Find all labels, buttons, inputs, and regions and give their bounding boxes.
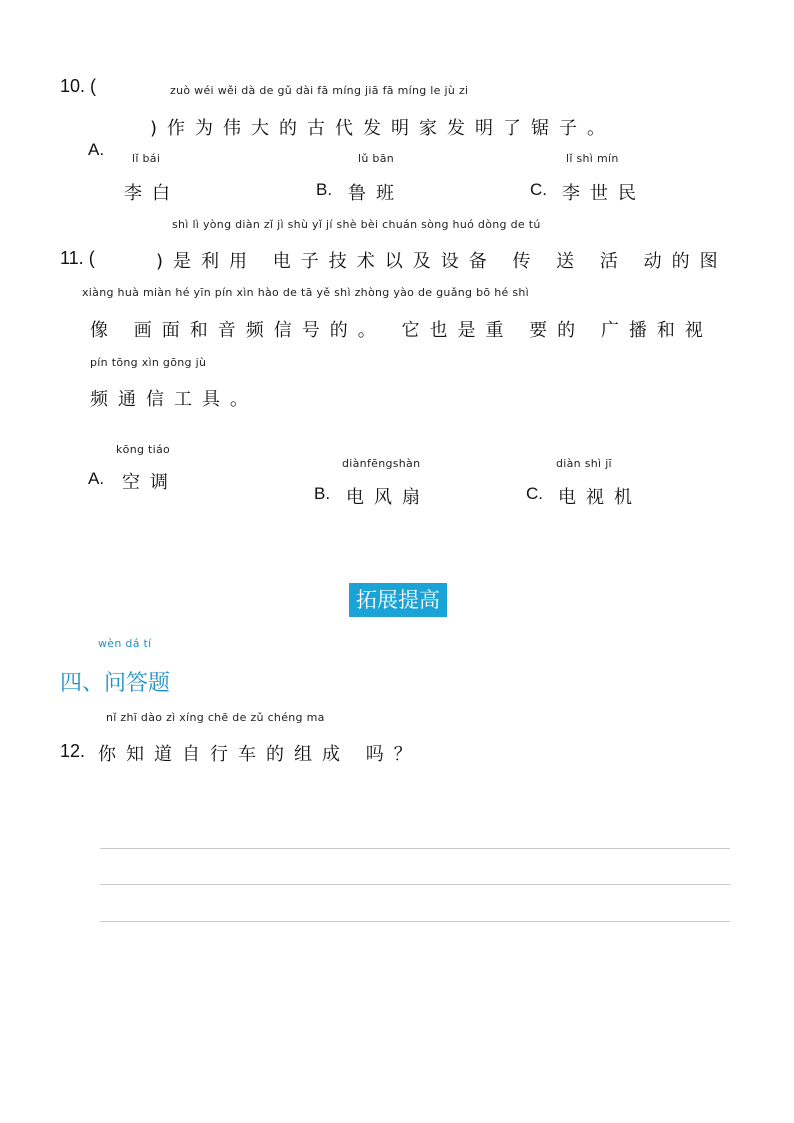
section-pinyin: wèn dá tí (98, 637, 152, 650)
q11-line3-pinyin: pín tōng xìn gōng jù (90, 356, 207, 369)
q11-option-b-pinyin: diànfēngshàn (342, 457, 421, 470)
q10-number: 10. ( (60, 76, 97, 96)
q11-line1-text: )是利用 电子技术以及设备 传 送 活 动的图 (156, 251, 728, 272)
q10-option-a-text[interactable]: 李白 (124, 183, 180, 204)
q11-option-c-letter[interactable]: C. (526, 484, 543, 503)
q11-option-a-text[interactable]: 空调 (122, 472, 178, 493)
q11-option-a-pinyin: kōng tiáo (116, 443, 171, 456)
q10-option-b-pinyin: lǔ bān (358, 152, 395, 165)
q11-option-b-letter[interactable]: B. (314, 484, 331, 503)
q11-option-b-text[interactable]: 电风扇 (346, 487, 430, 508)
q11-line2-pinyin: xiàng huà miàn hé yīn pín xìn hào de tā yě shì zhòng yào de guǎng bō hé shì (82, 286, 529, 299)
q11-number: 11. ( (60, 248, 95, 268)
q10-pinyin: zuò wéi wěi dà de gǔ dài fā míng jiā fā míng le jù zi (170, 84, 469, 97)
answer-line-2[interactable] (100, 884, 730, 885)
q12-pinyin: nǐ zhī dào zì xíng chē de zǔ chéng ma (106, 711, 325, 724)
q11-option-c-pinyin: diàn shì jī (556, 457, 612, 470)
q10-option-c-pinyin: lǐ shì mín (566, 152, 619, 165)
q12-text: 你知道自行车的组成 吗？ (98, 744, 422, 765)
q10-text: )作为伟大的古代发明家发明了锯子。 (150, 118, 616, 139)
q11-line2-text: 像 画面和音频信号的。 它也是重 要的 广播和视 (90, 320, 713, 341)
q10-option-a-letter[interactable]: A. (88, 140, 105, 159)
answer-line-1[interactable] (100, 848, 730, 849)
q10-option-b-letter[interactable]: B. (316, 180, 333, 199)
q11-option-a-letter[interactable]: A. (88, 469, 105, 488)
q10-option-b-text[interactable]: 鲁班 (348, 183, 404, 204)
q12-number: 12. (60, 741, 86, 761)
q11-line3-text: 频通信工具。 (90, 389, 258, 410)
q11-option-c-text[interactable]: 电视机 (558, 487, 642, 508)
section-title: 四、问答题 (60, 671, 171, 696)
q10-option-a-pinyin: lǐ bái (132, 152, 161, 165)
q11-line1-pinyin: shì lì yòng diàn zǐ jì shù yǐ jí shè bèi chuán sòng huó dòng de tú (172, 218, 541, 231)
q10-option-c-letter[interactable]: C. (530, 180, 547, 199)
section-banner: 拓展提高 (349, 583, 447, 617)
answer-line-3[interactable] (100, 921, 730, 922)
q10-option-c-text[interactable]: 李世民 (562, 183, 646, 204)
